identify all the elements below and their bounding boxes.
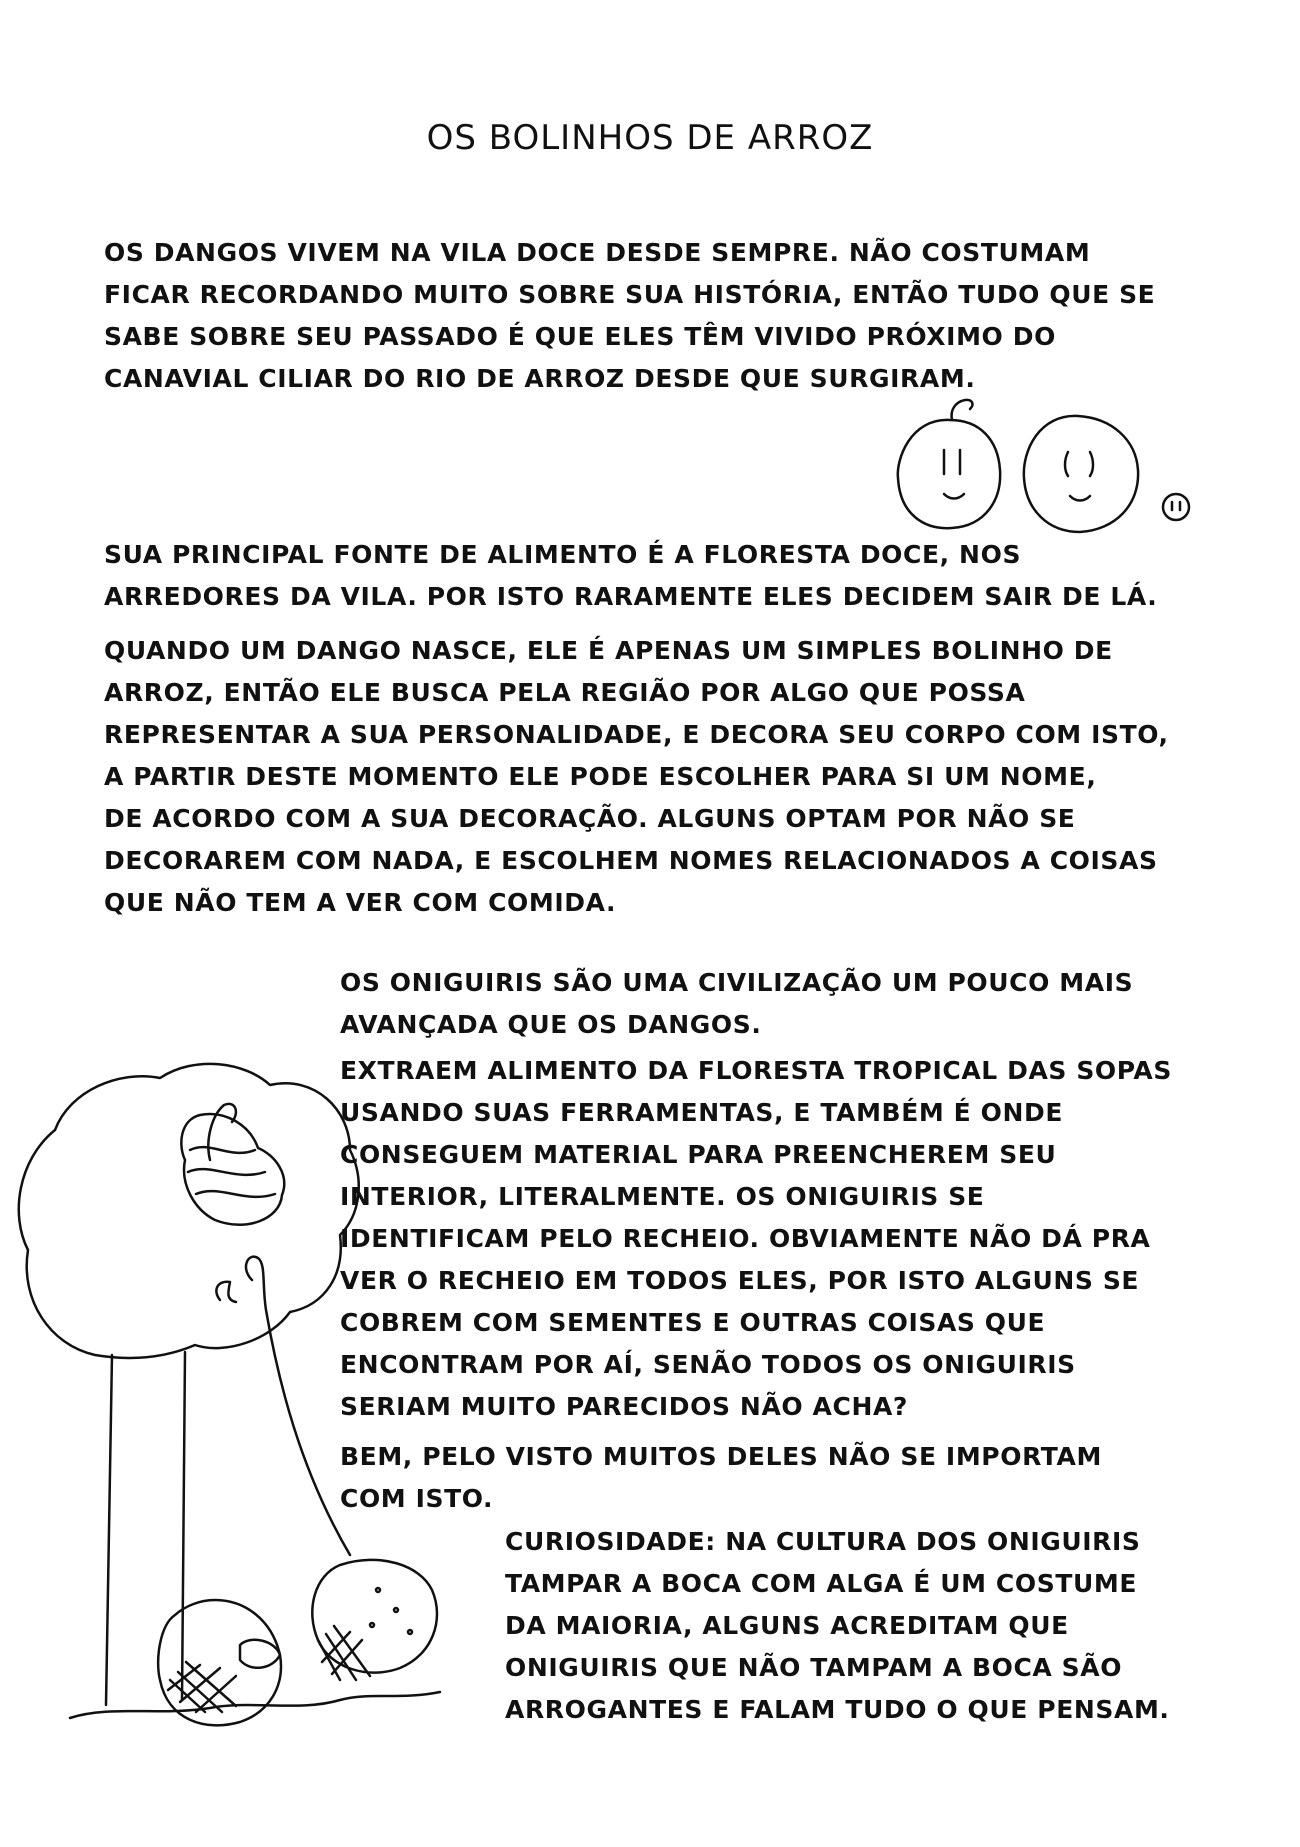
striped-fruit xyxy=(181,1104,284,1225)
paragraph-oniguiris-intro xyxy=(340,962,1133,1046)
oniguiri-wrapped xyxy=(158,1600,281,1725)
text-line: IDENTIFICAM PELO RECHEIO. OBVIAMENTE NÃO DÁ PRA xyxy=(340,1224,1151,1253)
text-line: COM ISTO. xyxy=(340,1484,494,1513)
tree-canopy xyxy=(19,1064,359,1358)
text-line: DE ACORDO COM A SUA DECORAÇÃO. ALGUNS OPTAM POR NÃO SE xyxy=(104,804,1076,833)
hook-pole xyxy=(246,1257,350,1555)
text-line: ARROZ, ENTÃO ELE BUSCA PELA REGIÃO POR ALGO QUE POSSA xyxy=(104,678,1026,707)
text-line: TAMPAR A BOCA COM ALGA É UM COSTUME xyxy=(505,1569,1138,1598)
dango-plain xyxy=(1024,416,1138,532)
paragraph-oniguiris-care xyxy=(340,1436,1102,1520)
paragraph-dangos-birth xyxy=(104,630,1169,924)
text-line: BEM, PELO VISTO MUITOS DELES NÃO SE IMPORTAM xyxy=(340,1442,1102,1471)
text-line: ARREDORES DA VILA. POR ISTO RARAMENTE ELES DECIDEM SAIR DE LÁ. xyxy=(104,582,1158,611)
grass-patch xyxy=(70,1692,440,1718)
text-line: DECORAREM COM NADA, E ESCOLHEM NOMES RELACIONADOS A COISAS xyxy=(104,846,1158,875)
text-line: FICAR RECORDANDO MUITO SOBRE SUA HISTÓRIA, ENTÃO TUDO QUE SE xyxy=(104,280,1156,309)
text-line: ARROGANTES E FALAM TUDO O QUE PENSAM. xyxy=(505,1695,1170,1724)
text-line: REPRESENTAR A SUA PERSONALIDADE, E DECORA SEU CORPO COM ISTO, xyxy=(104,720,1169,749)
text-line: DA MAIORIA, ALGUNS ACREDITAM QUE xyxy=(505,1611,1069,1640)
paragraph-curiosity xyxy=(505,1521,1170,1731)
dango-small xyxy=(1163,494,1189,520)
text-line: SABE SOBRE SEU PASSADO É QUE ELES TÊM VIVIDO PRÓXIMO DO xyxy=(104,322,1056,351)
text-line: SUA PRINCIPAL FONTE DE ALIMENTO É A FLORESTA DOCE, NOS xyxy=(104,540,1022,569)
text-line: AVANÇADA QUE OS DANGOS. xyxy=(340,1010,762,1039)
text-line: CONSEGUEM MATERIAL PARA PREENCHEREM SEU xyxy=(340,1140,1057,1169)
text-line: INTERIOR, LITERALMENTE. OS ONIGUIRIS SE xyxy=(340,1182,985,1211)
text-line: CANAVIAL CILIAR DO RIO DE ARROZ DESDE QUE SURGIRAM. xyxy=(104,364,976,393)
leaf-tuft xyxy=(216,1282,236,1302)
tree-trunk-right xyxy=(182,1352,185,1700)
text-line: QUE NÃO TEM A VER COM COMIDA. xyxy=(104,888,617,917)
paragraph-dangos-food xyxy=(104,534,1157,618)
text-line: QUANDO UM DANGO NASCE, ELE É APENAS UM SIMPLES BOLINHO DE xyxy=(104,636,1113,665)
dango-with-stem xyxy=(898,400,1000,528)
paragraph-oniguiris-food xyxy=(340,1050,1172,1428)
page-title: OS BOLINHOS DE ARROZ xyxy=(426,118,874,158)
paragraph-dangos-intro xyxy=(104,232,1155,400)
text-line: USANDO SUAS FERRAMENTAS, E TAMBÉM É ONDE xyxy=(340,1098,1064,1127)
dango-faces-illustration xyxy=(898,400,1189,532)
text-line: CURIOSIDADE: NA CULTURA DOS ONIGUIRIS xyxy=(505,1527,1141,1556)
text-line: OS DANGOS VIVEM NA VILA DOCE DESDE SEMPRE. NÃO COSTUMAM xyxy=(104,238,1091,267)
text-line: A PARTIR DESTE MOMENTO ELE PODE ESCOLHER PARA SI UM NOME, xyxy=(104,762,1097,791)
text-line: COBREM COM SEMENTES E OUTRAS COISAS QUE xyxy=(340,1308,1046,1337)
text-line: ONIGUIRIS QUE NÃO TAMPAM A BOCA SÃO xyxy=(505,1653,1123,1682)
text-line: EXTRAEM ALIMENTO DA FLORESTA TROPICAL DAS SOPAS xyxy=(340,1056,1172,1085)
text-line: SERIAM MUITO PARECIDOS NÃO ACHA? xyxy=(340,1392,909,1421)
text-line: OS ONIGUIRIS SÃO UMA CIVILIZAÇÃO UM POUCO MAIS xyxy=(340,968,1134,997)
tree-trunk-left xyxy=(106,1355,112,1705)
text-line: ENCONTRAM POR AÍ, SENÃO TODOS OS ONIGUIRIS xyxy=(340,1350,1076,1379)
oniguiri-seeded xyxy=(312,1560,437,1680)
text-line: VER O RECHEIO EM TODOS ELES, POR ISTO ALGUNS SE xyxy=(340,1266,1140,1295)
